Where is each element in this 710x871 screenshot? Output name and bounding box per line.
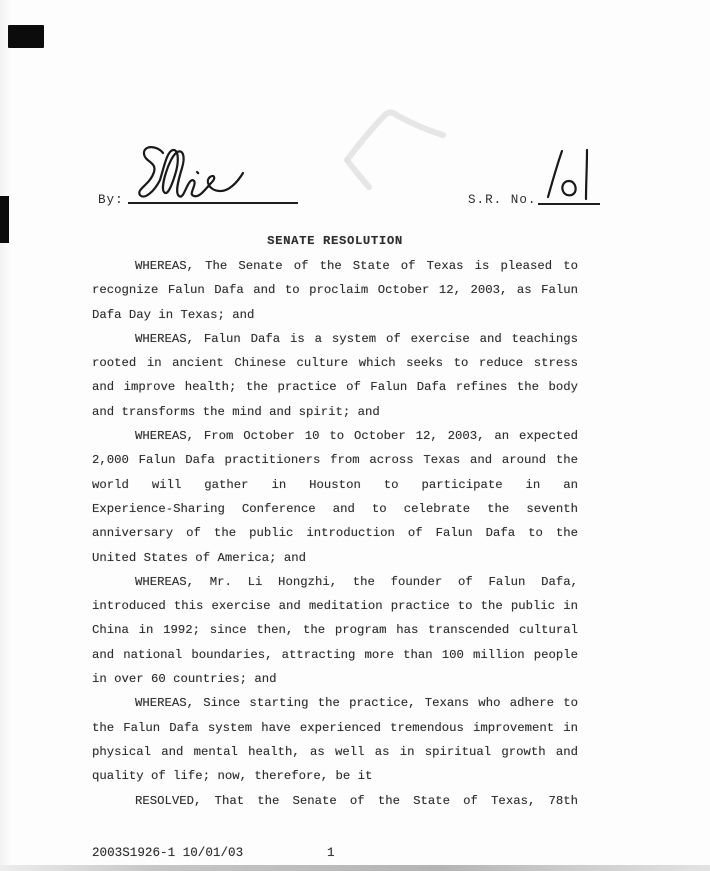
text-line: WHEREAS, Since starting the practice, Texans who adhere to (135, 696, 578, 711)
text-line: rooted in ancient Chinese culture which seeks to reduce stress (92, 356, 578, 371)
text-line: 2,000 Falun Dafa practitioners from across Texas and around the (92, 453, 578, 468)
text-line: world will gather in Houston to participate in an (92, 477, 578, 492)
scan-bottom-edge-band (0, 865, 710, 871)
text-line: RESOLVED, That the Senate of the State of Texas, 78th (135, 793, 578, 808)
text-line: Dafa Day in Texas; and (92, 307, 255, 322)
text-line: and improve health; the practice of Falun Dafa refines the body (92, 380, 578, 395)
by-label: By: (98, 193, 124, 207)
byline-section (0, 0, 710, 230)
text-line: WHEREAS, From October 10 to October 12, 2003, an expected (135, 429, 578, 444)
signature-underline (128, 202, 298, 204)
text-line: United States of America; and (92, 550, 307, 565)
sr-no-label: S.R. No. (468, 193, 537, 207)
text-line: the Falun Dafa system have experienced tremendous improvement in (92, 720, 578, 735)
text-line: in over 60 countries; and (92, 672, 277, 687)
text-line: introduced this exercise and meditation practice to the public in (92, 599, 578, 614)
text-line: quality of life; now, therefore, be it (92, 769, 373, 784)
text-line: China in 1992; since then, the program has transcended cultural (92, 623, 578, 638)
signature-ellis (133, 143, 257, 205)
footer-page-number: 1 (327, 846, 335, 860)
document-body (92, 254, 578, 813)
document-title: SENATE RESOLUTION (267, 234, 403, 248)
text-line: recognize Falun Dafa and to proclaim October 12, 2003, as Falun (92, 283, 578, 298)
text-line: WHEREAS, The Senate of the State of Texas is pleased to (135, 259, 578, 273)
text-line: WHEREAS, Falun Dafa is a system of exercise and teachings (135, 331, 578, 346)
text-line: anniversary of the public introduction of Falun Dafa to the (92, 526, 578, 541)
footer-document-code: 2003S1926-1 10/01/03 (92, 846, 244, 860)
text-line: Experience-Sharing Conference and to celebrate the seventh (92, 501, 578, 516)
text-line: physical and mental health, as well as in spiritual growth and (92, 744, 578, 759)
text-line: and transforms the mind and spirit; and (92, 404, 380, 419)
text-line: WHEREAS, Mr. Li Hongzhi, the founder of Falun Dafa, (135, 574, 578, 589)
handwritten-sr-number-101 (540, 148, 598, 201)
text-line: and national boundaries, attracting more than 100 million people (92, 647, 578, 662)
sr-number-underline (538, 203, 600, 205)
